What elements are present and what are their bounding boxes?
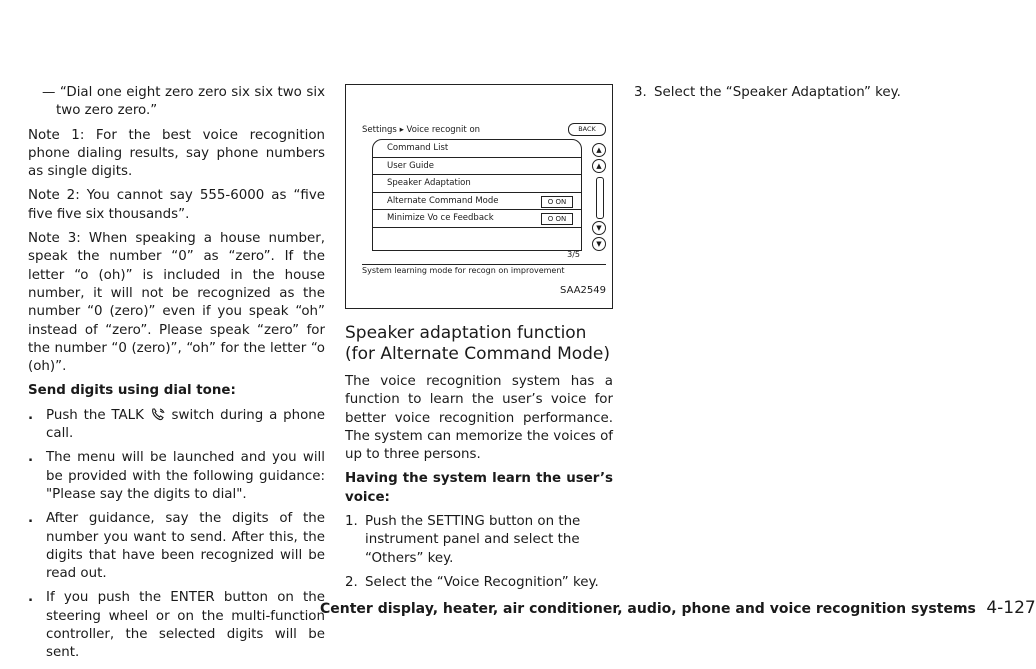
bullet-mark: .	[28, 450, 34, 466]
list-item	[28, 589, 325, 662]
toggle-indicator[interactable]: O ON	[541, 196, 573, 208]
page-footer	[320, 598, 1036, 618]
list-item	[345, 574, 613, 592]
menu-item-user-guide[interactable]	[373, 158, 581, 176]
step-text: Push the SETTING button on the instrument panel and select the “Others” key.	[365, 514, 581, 566]
menu-item-speaker-adaptation[interactable]	[373, 175, 581, 193]
section-title: Speaker adaptation function (for Alternate Command Mode)	[345, 323, 611, 364]
left-column	[28, 84, 325, 669]
section-intro: The voice recognition system has a function to learn the user’s voice for better voice recognition performance. The system can memorize the voices of up to three persons.	[345, 374, 613, 463]
menu-item-label: Alternate Command Mode	[387, 195, 499, 206]
voice-recognition-screen-figure	[345, 84, 613, 309]
bullet-text: The menu will be launched and you will be provided with the following guidance: "Please say the digits to dial".	[46, 450, 325, 502]
right-column	[634, 84, 934, 108]
bullet-text: After guidance, say the digits of the number you want to send. After this, the digits that have been recognized will be read out.	[46, 511, 325, 582]
note-2: Note 2: You cannot say 555-6000 as “five five five six thousands”.	[28, 188, 325, 222]
menu-item-label: User Guide	[387, 160, 435, 171]
menu-item-label: Speaker Adaptation	[387, 178, 471, 188]
step-number: 1.	[345, 514, 358, 530]
note-1: Note 1: For the best voice recognition phone dialing results, say phone numbers as single digits.	[28, 127, 325, 180]
toggle-indicator[interactable]: O ON	[541, 213, 573, 225]
step-number: 3.	[634, 85, 647, 100]
talk-phone-icon	[150, 407, 166, 421]
step-number: 2.	[345, 574, 358, 590]
dial-example-quote: — “Dial one eight zero zero six six two six two zero zero.”	[42, 85, 325, 119]
step-text: Select the “Voice Recognition” key.	[365, 574, 599, 590]
back-button[interactable]: BACK	[568, 123, 606, 136]
list-item	[28, 407, 325, 444]
list-item	[28, 449, 325, 504]
bullet-text-before: Push the TALK	[46, 407, 144, 423]
scroll-up-icon[interactable]: ▲	[592, 159, 606, 173]
menu-item-label: Command List	[387, 143, 449, 153]
note-3: Note 3: When speaking a house number, speak the number “0” as “zero”. If the letter “o (oh)” is included in the house number, it will not be recognized as the number “0 (zero)” even if you speak “oh” instead of “zero”. Please speak “zero” for the number “0 (zero)”, “oh” for the letter “o (oh)”.	[28, 231, 325, 375]
middle-column	[345, 84, 613, 598]
scroll-down-icon[interactable]: ▼	[592, 237, 606, 251]
subheading: Having the system learn the user’s voice:	[345, 471, 613, 505]
menu-item-alternate-command-mode[interactable]	[373, 193, 581, 211]
bullet-mark: .	[28, 590, 34, 606]
list-item	[345, 513, 613, 568]
scroll-up-icon[interactable]: ▲	[592, 143, 606, 157]
menu-item-minimize-voice-feedback[interactable]	[373, 210, 581, 228]
scroll-down-icon[interactable]: ▼	[592, 221, 606, 235]
send-digits-heading: Send digits using dial tone:	[28, 383, 236, 399]
list-item	[634, 84, 934, 102]
list-item	[28, 510, 325, 583]
scrollbar[interactable]	[596, 177, 604, 219]
menu-list	[372, 139, 582, 251]
screen-title: Settings ▸ Voice recognit on	[362, 125, 481, 135]
bullet-text: If you push the ENTER button on the steering wheel or on the multi-function controller, the selected digits will be sent.	[46, 590, 325, 661]
screen-footer-hint: System learning mode for recogn on improvement	[362, 264, 606, 276]
bullet-text-after: switch during a phone call.	[46, 407, 326, 442]
bullet-text	[46, 407, 325, 444]
step-text: Select the “Speaker Adaptation” key.	[654, 85, 901, 100]
figure-label: SAA2549	[560, 284, 606, 296]
page-number: 4-127	[986, 598, 1036, 618]
chapter-title: Center display, heater, air conditioner, audio, phone and voice recognition systems	[320, 601, 976, 617]
bullet-mark: .	[28, 407, 34, 423]
menu-item-command-list[interactable]	[373, 140, 581, 158]
menu-item-label: Minimize Vo ce Feedback	[387, 213, 494, 223]
settings-screen	[362, 125, 606, 275]
bullet-mark: .	[28, 511, 34, 527]
page-indicator: 3/5	[567, 250, 580, 259]
